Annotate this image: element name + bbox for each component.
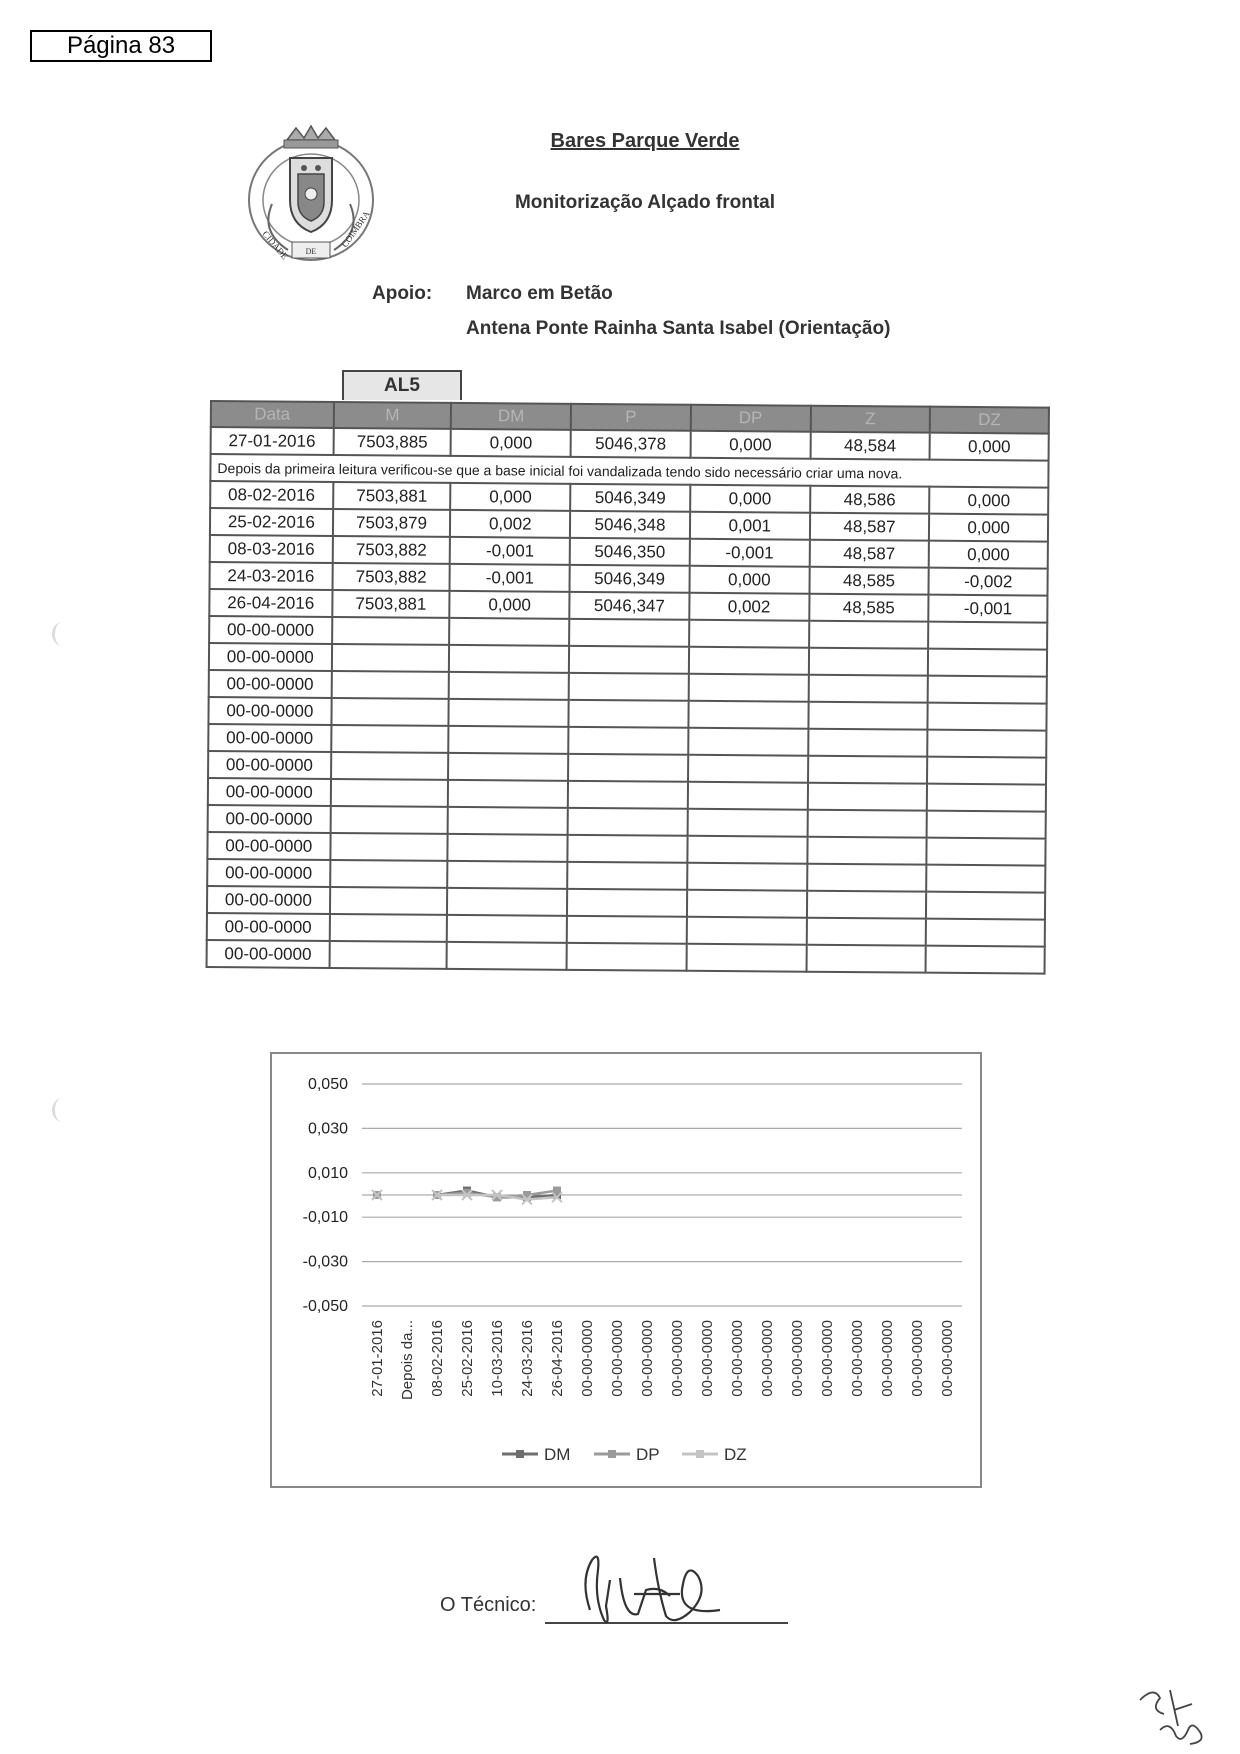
cell-dp: 0,000 — [690, 485, 810, 513]
y-tick-label: -0,010 — [302, 1209, 348, 1227]
cell-dz: -0,002 — [929, 568, 1048, 596]
cell-dm — [448, 807, 568, 835]
cell-z — [807, 837, 927, 865]
table-row — [207, 940, 1045, 974]
cell-dm: -0,001 — [450, 537, 570, 565]
col-header-dm: DM — [451, 403, 571, 430]
cell-z — [807, 783, 927, 811]
cell-m: 7503,881 — [332, 590, 450, 618]
cell-dp — [688, 701, 808, 729]
cell-dz — [926, 865, 1045, 893]
x-tick-label: 00-00-0000 — [669, 1320, 686, 1397]
cell-dm — [447, 942, 567, 970]
cell-date: 00-00-0000 — [209, 616, 332, 644]
cell-date: 08-02-2016 — [210, 481, 333, 509]
monitoring-table — [206, 400, 1050, 975]
cell-date: 00-00-0000 — [207, 940, 330, 968]
x-tick-label: 00-00-0000 — [789, 1320, 806, 1397]
x-tick-label: 00-00-0000 — [909, 1320, 926, 1397]
cell-z — [808, 675, 928, 703]
cell-date: 00-00-0000 — [207, 913, 330, 941]
legend-marker-dm — [516, 1450, 524, 1458]
cell-m: 7503,882 — [332, 563, 450, 591]
cell-m — [330, 833, 448, 861]
cell-p: 5046,347 — [569, 592, 689, 620]
cell-z: 48,585 — [809, 567, 929, 595]
cell-p — [569, 646, 689, 674]
cell-dm — [448, 834, 568, 862]
cell-p — [568, 781, 688, 809]
punch-hole-mark — [52, 1098, 73, 1122]
cell-m — [332, 644, 450, 672]
cell-m: 7503,879 — [333, 509, 451, 537]
cell-dz — [927, 757, 1046, 785]
cell-z: 48,586 — [810, 486, 930, 514]
cell-dz: 0,000 — [929, 487, 1048, 515]
cell-dp — [687, 836, 807, 864]
cell-date: 00-00-0000 — [209, 643, 332, 671]
x-tick-label: 00-00-0000 — [609, 1320, 626, 1397]
cell-z — [808, 702, 928, 730]
cell-m — [330, 779, 448, 807]
cell-m: 7503,881 — [333, 482, 451, 510]
cell-dp: -0,001 — [690, 539, 810, 567]
cell-dp — [688, 728, 808, 756]
cell-z — [806, 945, 926, 973]
cell-dp — [689, 620, 809, 648]
cell-m — [331, 698, 449, 726]
cell-dz: -0,001 — [929, 595, 1048, 623]
cell-z — [807, 864, 927, 892]
cell-dp: 0,001 — [690, 512, 810, 540]
col-header-m: M — [333, 402, 451, 429]
cell-m — [329, 914, 447, 942]
y-tick-label: 0,030 — [307, 1120, 348, 1138]
vandalized-base-note: Depois da primeira leitura verificou-se que a base inicial foi vandalizada tendo sido necessário criar uma nova. — [210, 454, 1048, 488]
cell-m: 7503,882 — [332, 536, 450, 564]
cell-m — [331, 671, 449, 699]
cell-date: 26-04-2016 — [209, 589, 332, 617]
cell-dm: -0,001 — [450, 564, 570, 592]
cell-m — [329, 941, 447, 969]
cell-p — [569, 700, 689, 728]
cell-dm — [447, 888, 567, 916]
apoio-label: Apoio: — [372, 283, 433, 304]
cell-dp — [687, 809, 807, 837]
cell-date: 00-00-0000 — [208, 805, 331, 833]
cell-dp — [687, 917, 807, 945]
technician-signature — [570, 1550, 750, 1630]
svg-text:CIDADE: CIDADE — [260, 228, 290, 262]
cell-dp: 0,000 — [689, 566, 809, 594]
cell-dm: 0,002 — [450, 510, 570, 538]
cell-p: 5046,348 — [570, 511, 690, 539]
y-tick-label: 0,010 — [307, 1164, 348, 1182]
cell-dz — [928, 730, 1047, 758]
x-tick-label: Depois da... — [399, 1320, 416, 1401]
cell-z — [809, 621, 929, 649]
cell-p — [567, 916, 687, 944]
col-header-dp: DP — [691, 405, 811, 432]
cell-dp — [688, 782, 808, 810]
cell-date: 27-01-2016 — [211, 427, 334, 455]
cell-date: 25-02-2016 — [210, 508, 333, 536]
document-title: Bares Parque Verde — [550, 130, 740, 152]
displacement-chart — [270, 1052, 982, 1488]
cell-dz — [928, 703, 1047, 731]
cell-dz — [926, 892, 1045, 920]
x-tick-label: 00-00-0000 — [819, 1320, 836, 1397]
cell-date: 00-00-0000 — [208, 778, 331, 806]
cell-dp: 0,002 — [689, 593, 809, 621]
col-header-p: P — [571, 404, 691, 431]
cell-dm: 0,000 — [451, 429, 571, 457]
cell-date: 00-00-0000 — [207, 859, 330, 887]
cell-p: 5046,349 — [570, 484, 690, 512]
cell-date: 00-00-0000 — [208, 697, 331, 725]
cell-p — [568, 754, 688, 782]
cell-m — [331, 725, 449, 753]
cell-m — [332, 617, 450, 645]
cell-m — [331, 752, 449, 780]
y-tick-label: -0,030 — [302, 1253, 348, 1271]
svg-text:COIMBRA: COIMBRA — [339, 208, 372, 250]
cell-z: 48,587 — [809, 540, 929, 568]
x-tick-label: 08-02-2016 — [429, 1320, 446, 1397]
x-tick-label: 00-00-0000 — [699, 1320, 716, 1397]
page-initials — [1130, 1680, 1220, 1750]
apoio-line-1: Marco em Betão — [466, 283, 613, 304]
point-label: AL5 — [342, 370, 462, 400]
cell-date: 00-00-0000 — [207, 832, 330, 860]
cell-dm — [449, 726, 569, 754]
cell-dz — [928, 676, 1047, 704]
cell-dz — [926, 919, 1045, 947]
page-number-box: Página 83 — [30, 30, 212, 62]
cell-dp — [688, 755, 808, 783]
cell-z — [807, 891, 927, 919]
x-tick-label: 00-00-0000 — [939, 1320, 956, 1397]
signature-label: O Técnico: — [440, 1594, 537, 1616]
cell-p — [567, 943, 687, 971]
cell-m: 7503,885 — [333, 428, 451, 456]
cell-dm — [447, 915, 567, 943]
document-subtitle: Monitorização Alçado frontal — [514, 192, 776, 213]
cell-dm — [448, 753, 568, 781]
cell-m — [330, 887, 448, 915]
cell-z — [806, 918, 926, 946]
chart-svg — [272, 1054, 980, 1486]
cell-p — [568, 808, 688, 836]
cell-dz — [928, 622, 1047, 650]
cell-z: 48,585 — [809, 594, 929, 622]
cell-p — [567, 862, 687, 890]
cell-dz: 0,000 — [930, 433, 1049, 461]
cell-dm — [449, 672, 569, 700]
cell-p — [569, 619, 689, 647]
cell-z: 48,584 — [810, 432, 930, 460]
x-tick-label: 00-00-0000 — [639, 1320, 656, 1397]
cell-p — [568, 727, 688, 755]
col-header-dz: DZ — [930, 407, 1049, 434]
x-tick-label: 00-00-0000 — [579, 1320, 596, 1397]
cell-dz — [927, 784, 1046, 812]
cell-dm — [448, 780, 568, 808]
cell-date: 00-00-0000 — [208, 724, 331, 752]
punch-hole-mark — [52, 622, 73, 646]
cell-dm: 0,000 — [451, 483, 571, 511]
cell-p — [567, 835, 687, 863]
cell-dm — [449, 645, 569, 673]
cell-dm — [448, 861, 568, 889]
cell-dp — [686, 944, 806, 972]
legend-marker-dz — [696, 1450, 704, 1458]
cell-z — [808, 756, 928, 784]
cell-p — [569, 673, 689, 701]
cell-z — [808, 729, 928, 757]
x-tick-label: 00-00-0000 — [849, 1320, 866, 1397]
y-tick-label: 0,050 — [307, 1076, 348, 1093]
col-header-data: Data — [211, 401, 334, 428]
cell-dz — [927, 811, 1046, 839]
cell-z: 48,587 — [809, 513, 929, 541]
cell-date: 00-00-0000 — [207, 886, 330, 914]
x-tick-label: 10-03-2016 — [489, 1320, 506, 1397]
legend-marker-dp — [608, 1450, 616, 1458]
cell-p — [567, 889, 687, 917]
cell-dp — [687, 863, 807, 891]
legend-label-dp: DP — [636, 1445, 660, 1464]
cell-p: 5046,378 — [571, 430, 691, 458]
cell-date: 00-00-0000 — [209, 670, 332, 698]
cell-dz — [926, 946, 1045, 974]
x-tick-label: 00-00-0000 — [759, 1320, 776, 1397]
cell-z — [808, 648, 928, 676]
cell-dp — [689, 647, 809, 675]
cell-dp — [687, 890, 807, 918]
cell-m — [330, 806, 448, 834]
cell-dm — [449, 699, 569, 727]
cell-date: 08-03-2016 — [210, 535, 333, 563]
cell-dm — [450, 618, 570, 646]
cell-dz — [928, 649, 1047, 677]
cell-z — [807, 810, 927, 838]
cell-dz: 0,000 — [929, 514, 1048, 542]
apoio-line-2: Antena Ponte Rainha Santa Isabel (Orientação) — [466, 318, 891, 339]
coimbra-seal-icon — [232, 122, 390, 272]
x-tick-label: 24-03-2016 — [519, 1320, 536, 1397]
x-tick-label: 26-04-2016 — [549, 1320, 566, 1397]
cell-p: 5046,349 — [570, 565, 690, 593]
cell-date: 24-03-2016 — [210, 562, 333, 590]
legend-label-dm: DM — [544, 1445, 571, 1464]
cell-dp — [689, 674, 809, 702]
cell-date: 00-00-0000 — [208, 751, 331, 779]
cell-dm: 0,000 — [450, 591, 570, 619]
col-header-z: Z — [810, 406, 930, 433]
x-tick-label: 00-00-0000 — [729, 1320, 746, 1397]
cell-m — [330, 860, 448, 888]
legend-label-dz: DZ — [724, 1445, 747, 1464]
svg-text:DE: DE — [305, 247, 317, 256]
cell-dz: 0,000 — [929, 541, 1048, 569]
x-tick-label: 00-00-0000 — [879, 1320, 896, 1397]
cell-p: 5046,350 — [570, 538, 690, 566]
cell-dz — [927, 838, 1046, 866]
cell-dp: 0,000 — [690, 431, 810, 459]
y-tick-label: -0,050 — [302, 1298, 348, 1315]
x-tick-label: 25-02-2016 — [459, 1320, 476, 1397]
x-tick-label: 27-01-2016 — [369, 1320, 386, 1397]
